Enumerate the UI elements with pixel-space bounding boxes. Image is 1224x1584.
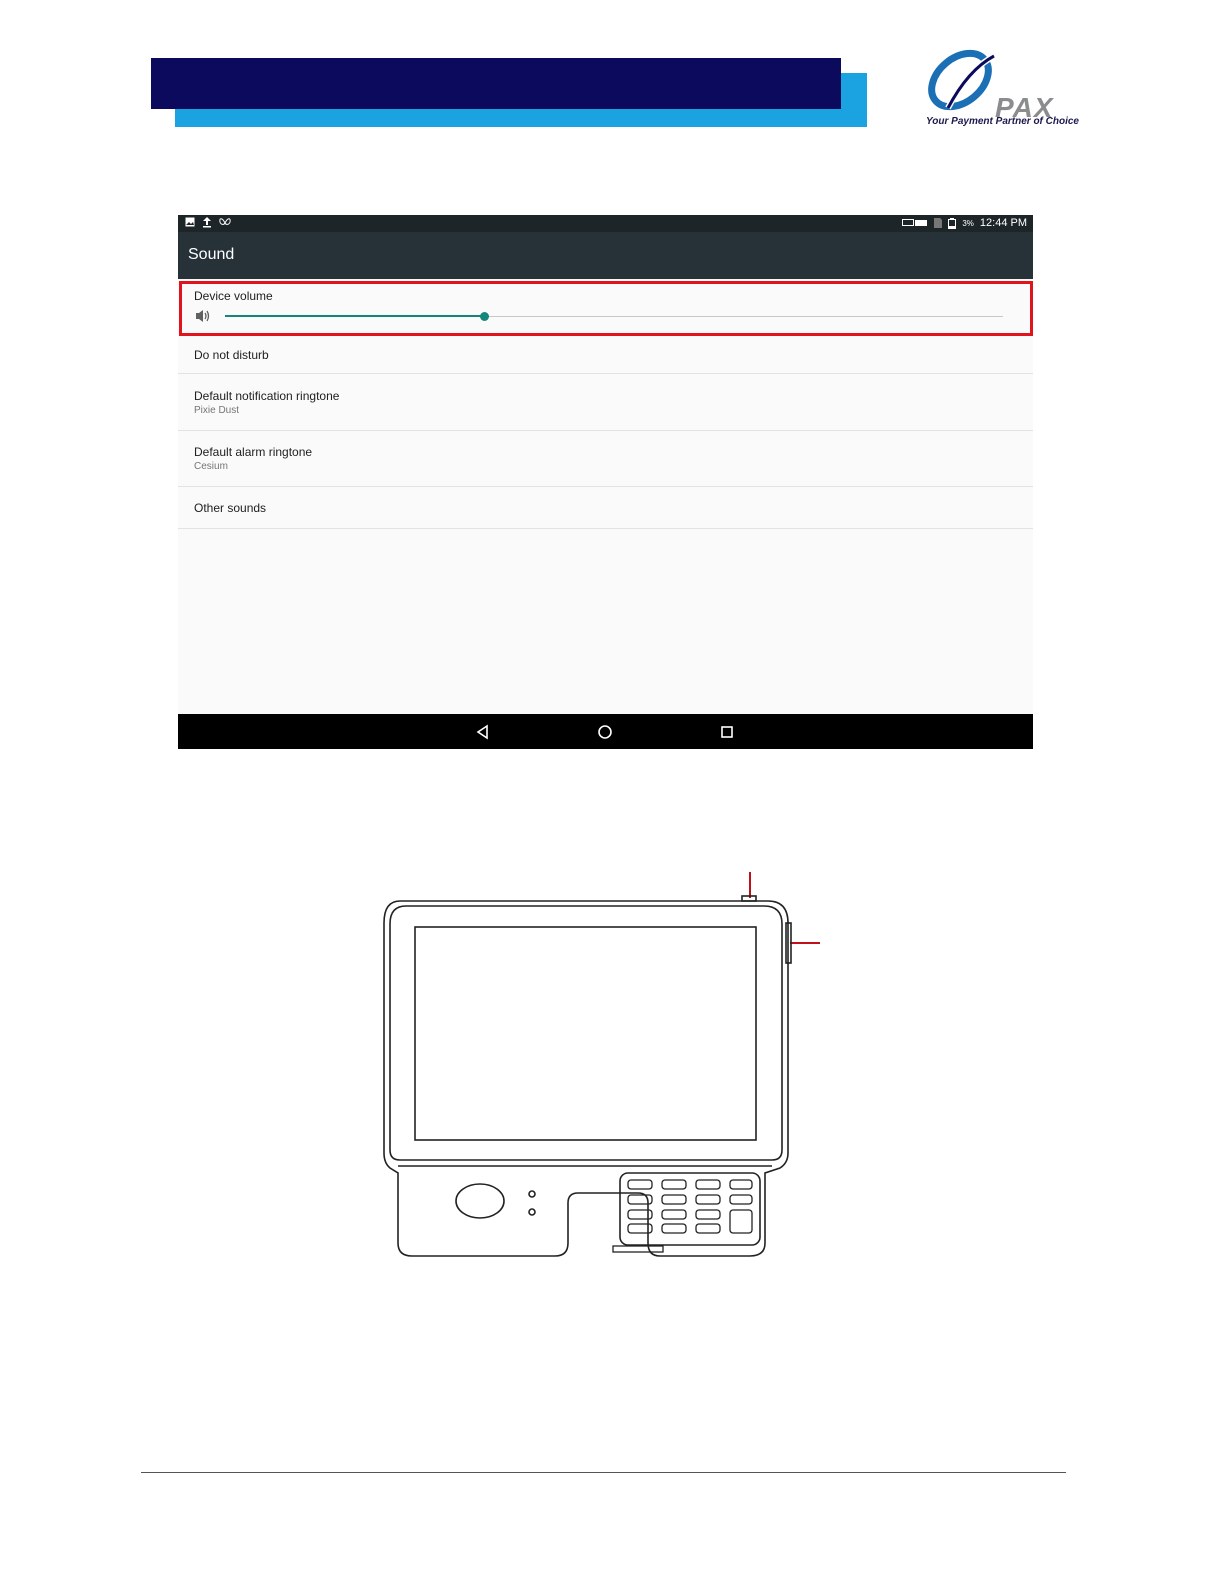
status-time: 12:44 PM bbox=[979, 217, 1027, 229]
volume-slider-thumb[interactable] bbox=[480, 312, 489, 321]
home-icon[interactable] bbox=[596, 723, 614, 741]
network-icon bbox=[902, 218, 928, 228]
pref-do-not-disturb[interactable] bbox=[178, 335, 1033, 374]
brand-tagline: Your Payment Partner of Choice bbox=[926, 116, 1079, 127]
pref-title: Default notification ringtone bbox=[194, 389, 340, 403]
speaker-icon[interactable] bbox=[195, 309, 211, 323]
brand-name: PAX bbox=[995, 92, 1054, 123]
device-screen bbox=[178, 215, 1033, 749]
image-icon bbox=[185, 217, 195, 227]
pref-other-sounds[interactable] bbox=[178, 487, 1033, 529]
butterfly-icon bbox=[219, 217, 231, 228]
pref-summary: Pixie Dust bbox=[194, 405, 240, 416]
upload-icon bbox=[202, 217, 212, 228]
volume-slider[interactable] bbox=[225, 316, 1003, 317]
pref-notification-ringtone[interactable] bbox=[178, 374, 1033, 431]
volume-slider-fill bbox=[225, 315, 484, 317]
nav-bar bbox=[178, 714, 1033, 749]
pref-title: Other sounds bbox=[194, 501, 267, 515]
terminal-illustration bbox=[370, 868, 830, 1260]
header-banner-dark bbox=[151, 58, 841, 109]
footer-rule bbox=[141, 1472, 1066, 1473]
sim-icon bbox=[934, 218, 942, 228]
app-bar bbox=[178, 232, 1033, 279]
pref-title: Default alarm ringtone bbox=[194, 445, 313, 459]
back-icon[interactable] bbox=[474, 723, 492, 741]
recents-icon[interactable] bbox=[718, 723, 736, 741]
highlight-box bbox=[179, 281, 1033, 336]
battery-icon bbox=[948, 218, 956, 229]
page-title: Sound bbox=[188, 246, 235, 263]
pref-title: Do not disturb bbox=[194, 348, 269, 362]
battery-percent: 3% bbox=[962, 218, 974, 228]
device-volume-label: Device volume bbox=[194, 289, 273, 303]
pref-summary: Cesium bbox=[194, 461, 228, 472]
status-bar bbox=[178, 215, 1033, 232]
pref-alarm-ringtone[interactable] bbox=[178, 431, 1033, 487]
